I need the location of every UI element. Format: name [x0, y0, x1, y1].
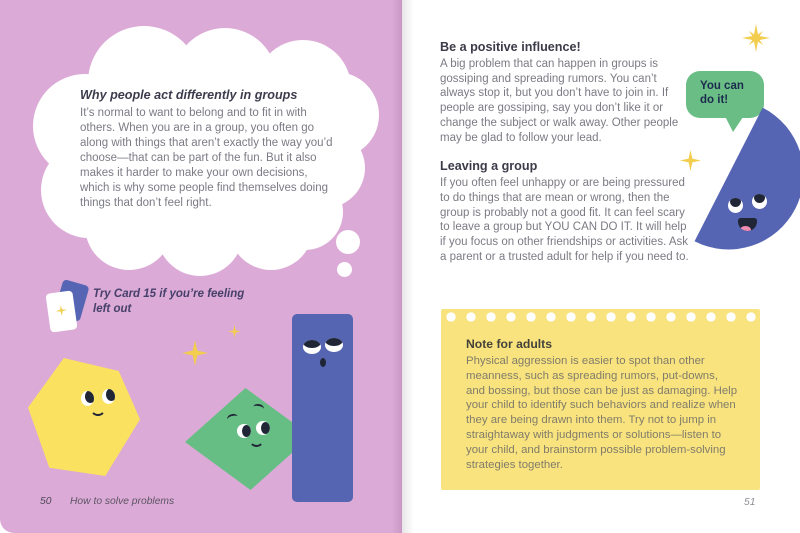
left-heading: Why people act differently in groups [80, 88, 298, 102]
sparkle-icon [228, 325, 241, 338]
section-body: If you often feel unhappy or are being pressured to do things that are mean or wrong, then the group is probably not a good fit. It can feel scary to leave a group but YOU CAN DO IT. It will help if you focus on other friendships or activities. Ask a parent or a trusted adult for help if you need to. [440, 177, 689, 263]
right-page [402, 0, 800, 533]
sparkle-icon [742, 24, 770, 52]
semicircle-eye [728, 198, 743, 213]
speech-bubble [686, 71, 764, 118]
semicircle-eye [752, 194, 767, 209]
section-heading: Be a positive influence! [440, 40, 581, 54]
semicircle-character [695, 108, 800, 276]
right-text-column [440, 40, 694, 279]
sparkle-icon [182, 340, 208, 366]
speech-bubble-text: You can do it! [700, 80, 744, 107]
thought-bubble-text [80, 88, 338, 211]
section-heading: Leaving a group [440, 159, 538, 174]
card-front-icon [45, 290, 77, 332]
card-deck-icon [44, 280, 92, 340]
thought-bubble-trail-dot [336, 230, 360, 254]
page-number-right: 51 [744, 497, 756, 508]
hexagon-character [28, 358, 140, 476]
speech-bubble-tail-icon [722, 114, 745, 132]
page-number-left: 50 [40, 496, 52, 507]
left-body-text: It’s normal to want to belong and to fit in with others. When you are in a group, you often go along with things that aren’t exactly the way you’d choose—that can be part of the fun. But it also makes it harder to make your own decisions, which is why some people find themselves doing things that don’t feel right. [80, 107, 333, 209]
card-tip-text: Try Card 15 if you’re feeling left out [93, 288, 245, 316]
section-body: A big problem that can happen in groups is gossiping and spreading rumors. You can’t always stop it, but you don’t have to join in. If people are gossiping, say you don’t like it or change the subject or walk away. Other people may be glad to follow your lead. [440, 58, 679, 144]
rectangle-character [292, 314, 353, 502]
sparkle-icon [55, 304, 67, 316]
adult-note [441, 309, 760, 490]
footer-title: How to solve problems [70, 496, 175, 507]
note-perforation-icon [441, 312, 760, 322]
note-body: Physical aggression is easier to spot than other meanness, such as spreading rumors, put-downs, and bossing, but those can be just as damaging. Help your child to identify such behaviors and realize when they are being drawn into them. Try not to jump in straightaway with judgments or solutions—listen to your child, and brainstorm possible problem-solving strategies together. [466, 355, 738, 471]
note-heading: Note for adults [466, 337, 552, 351]
thought-bubble-trail-dot [337, 262, 352, 277]
